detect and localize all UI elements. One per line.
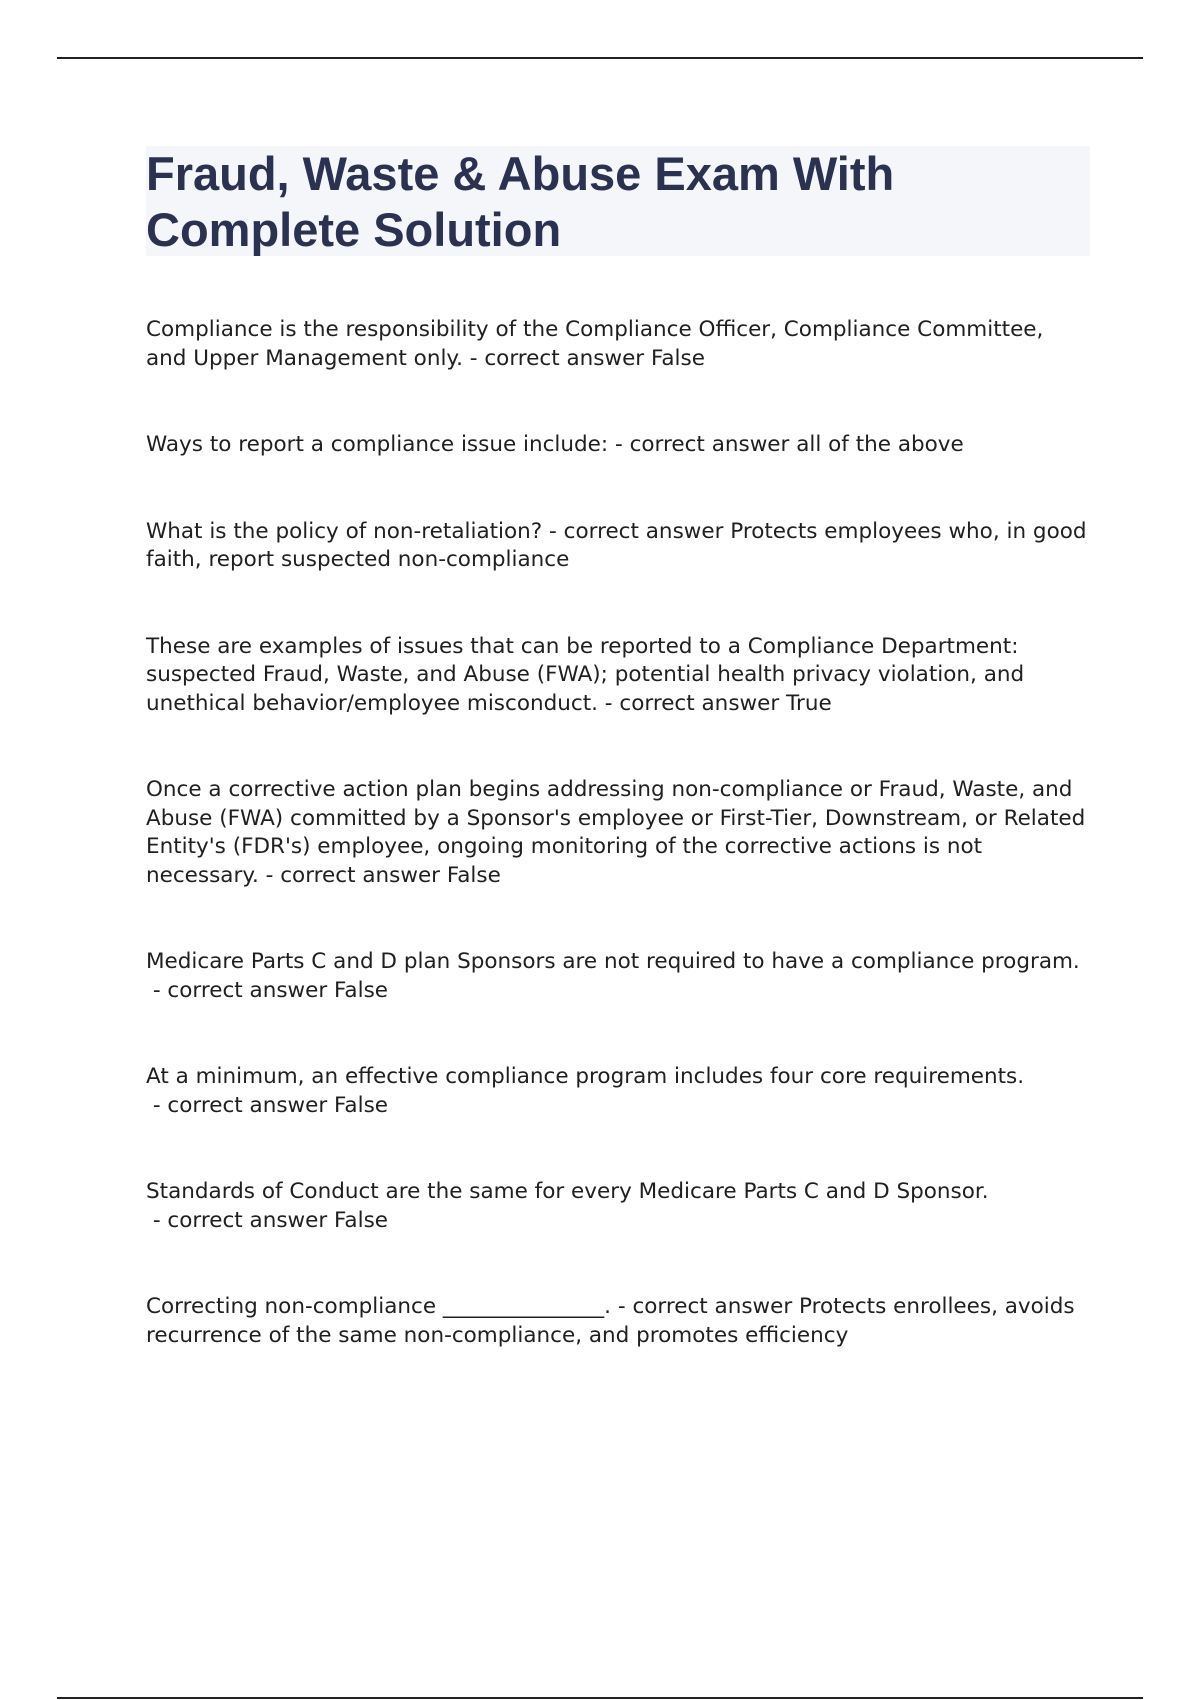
qa-item: [146, 776, 1090, 890]
question-text: Once a corrective action plan begins addressing non-compliance or Fraud, Waste, and Abuse (FWA) committed by a Sponsor's employee or First-Tier, Downstream, or Related Entity's (FDR's) employee, ongoing monitoring of the corrective actions is not necessary.: [146, 777, 1086, 888]
answer-text: all of the above: [796, 432, 964, 457]
answer-text: Protects employees who, in good faith, report suspected non-compliance: [146, 518, 1087, 572]
answer-text: False: [334, 977, 389, 1003]
answer-text: False: [334, 1207, 389, 1233]
qa-item: [146, 1063, 1090, 1120]
answer-separator: - correct answer: [146, 1207, 335, 1233]
answer-text: True: [786, 690, 832, 716]
qa-item: [146, 1293, 1090, 1350]
answer-separator: - correct answer: [611, 1294, 800, 1319]
answer-text: False: [650, 345, 705, 371]
answer-separator: - correct answer: [608, 432, 797, 457]
question-text: What is the policy of non-retaliation?: [146, 518, 543, 544]
document-title: Fraud, Waste & Abuse Exam With Complete Solution: [146, 147, 895, 256]
answer-separator: - correct answer: [258, 862, 447, 888]
question-text: Ways to report a compliance issue include:: [146, 432, 609, 457]
question-text: Standards of Conduct are the same for every Medicare Parts C and D Sponsor.: [146, 1179, 989, 1204]
title-banner: [146, 146, 1090, 256]
question-text: Compliance is the responsibility of the Compliance Officer, Compliance Committee, and Upper Management only.: [146, 317, 1044, 371]
answer-text: Protects enrollees, avoids recurrence of the same non-compliance, and promotes efficiency: [146, 1294, 1075, 1348]
answer-separator: - correct answer: [146, 977, 335, 1003]
answer-separator: - correct answer: [146, 1092, 335, 1118]
qa-item: [146, 316, 1090, 373]
qa-item: [146, 948, 1090, 1005]
answer-text: False: [334, 1092, 389, 1118]
qa-item: [146, 633, 1090, 719]
qa-item: [146, 1178, 1090, 1235]
question-text: At a minimum, an effective compliance program includes four core requirements.: [146, 1064, 1025, 1089]
question-text: Medicare Parts C and D plan Sponsors are not required to have a compliance program.: [146, 949, 1080, 974]
top-rule: [57, 57, 1143, 59]
bottom-rule: [57, 1697, 1143, 1699]
answer-separator: - correct answer: [542, 518, 731, 544]
question-text: These are examples of issues that can be reported to a Compliance Department: suspected Fraud, Waste, and Abuse (FWA); potential health privacy violation, and unethical behavior/employee misconduct.: [146, 633, 1025, 716]
qa-item: [146, 518, 1090, 575]
qa-item: [146, 431, 1090, 460]
answer-separator: - correct answer: [597, 690, 786, 716]
answer-text: False: [446, 862, 501, 888]
question-text: Correcting non-compliance _______________.: [146, 1294, 612, 1319]
answer-separator: - correct answer: [462, 345, 651, 371]
qa-list: [146, 316, 1090, 1350]
